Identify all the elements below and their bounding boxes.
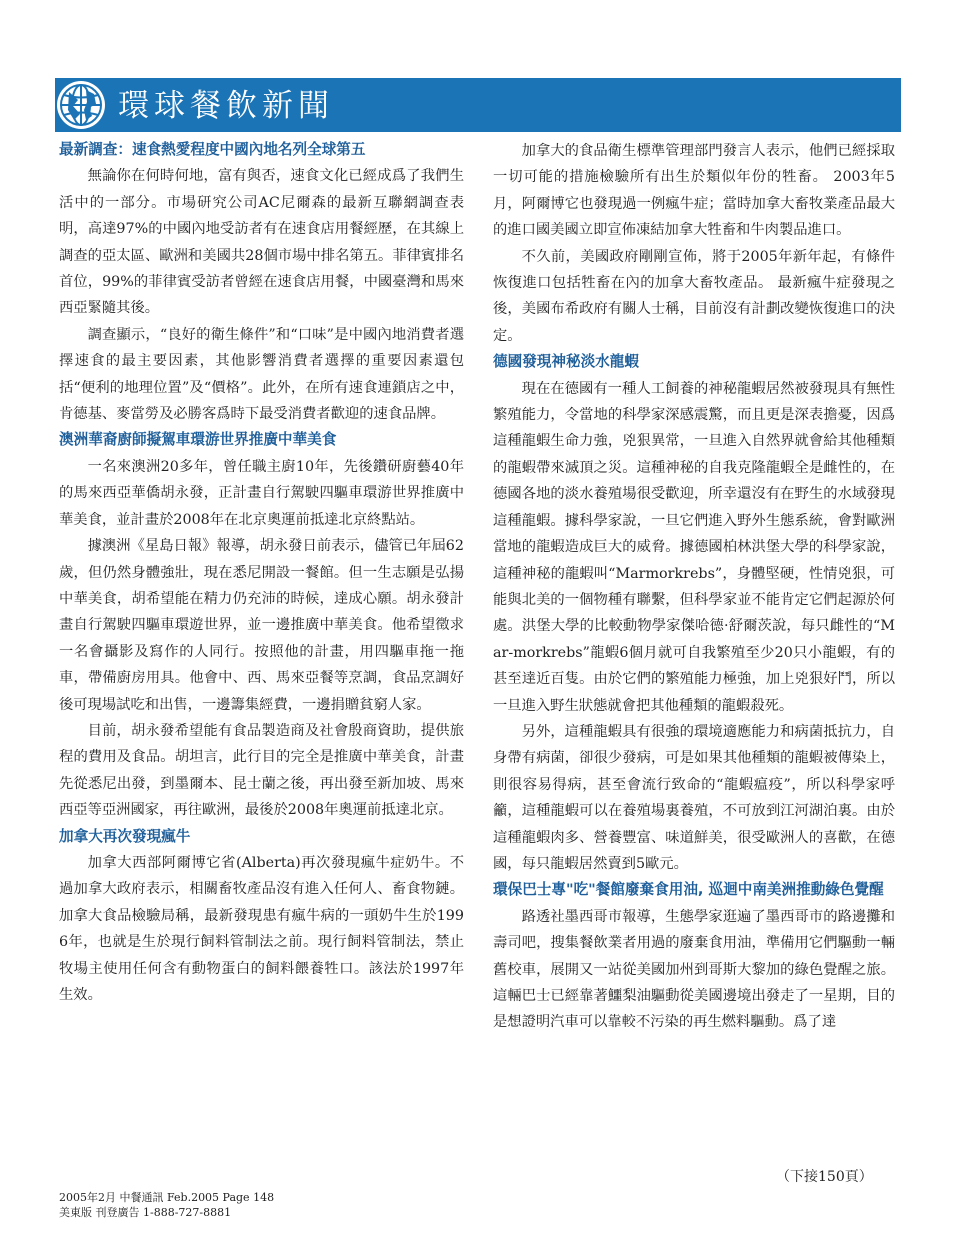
article-paragraph: 加拿大西部阿爾博它省(Alberta)再次發現瘋牛症奶牛。不過加拿大政府表示，相關畜牧產品沒有進入任何人、畜食物鏈。 加拿大食品檢驗局稱，最新發現患有瘋牛病的一頭奶牛生於1996年，也就是生於現行飼料管制法之前。現行飼料管制法，禁止牧場主使用任何含有動物蛋白的飼料餵養牲口。該法於1997年生效。 (59, 854, 464, 1003)
article-paragraph: 一名來澳洲20多年，曾任職主廚10年，先後鑽研廚藝40年的馬來西亞華僑胡永發，正計畫自行駕駛四驅車環游世界推廣中華美食，並計畫於2008年在北京奧運前抵達北京終點站。 (59, 458, 464, 528)
article-paragraph: 目前，胡永發希望能有食品製造商及社會殷商資助，提供旅程的費用及食品。胡坦言，此行目的完全是推廣中華美食，計畫先從悉尼出發，到墨爾本、昆士蘭之後，再出發至新加坡、馬來西亞等亞洲國家，再往歐洲，最後於2008年奧運前抵達北京。 (59, 722, 464, 819)
continued-note: （下接150頁） (776, 1169, 873, 1185)
page-footer (59, 1190, 274, 1220)
article-paragraph: 不久前，美國政府剛剛宣佈，將于2005年新年起，有條件恢復進口包括牲畜在內的加拿大畜牧產品。 最新瘋牛症發現之後，美國布希政府有關人士稱，目前沒有計劃改變恢復進口的決定。 (493, 248, 895, 344)
left-column (59, 137, 464, 1008)
article-paragraph: 無論你在何時何地，富有與否，速食文化已經成爲了我們生活中的一部分。市場研究公司AC尼爾森的最新互聯網調查表明，高達97%的中國內地受訪者有在速食店用餐經歷，在其線上調查的亞太區、歐洲和美國共28個市場中排名第五。菲律賓排名首位，99%的菲律賓受訪者曾經在速食店用餐，中國臺灣和馬來西亞緊隨其後。 (59, 168, 464, 317)
article-paragraph: 現在在德國有一種人工飼養的神秘龍蝦居然被發現具有無性繁殖能力，令當地的科學家深感震驚，而且更是深表擔憂，因爲這種龍蝦生命力強，兇狠異常，一旦進入自然界就會給其他種類的龍蝦帶來滅頂之災。這種神秘的自我克隆龍蝦全是雌性的，在德國各地的淡水養殖場很受歡迎，所幸還沒有在野生的水域發現這種龍蝦。據科學家說，一旦它們進入野外生態系統，會對歐洲當地的龍蝦造成巨大的威脅。據德國柏林洪堡大學的科學家說，這種神秘的龍蝦叫“Marmorkrebs”，身體堅硬，性情兇狠，可能與北美的一個物種有聯繫，但科學家並不能肯定它們起源於何處。洪堡大學的比較動物學家傑哈德·舒爾茨說，每只雌性的“Mar-morkrebs”龍蝦6個月就可自我繁殖至少20只小龍蝦，有的甚至達近百隻。由於它們的繁殖能力極強，加上兇狠好鬥，所以一旦進入野生狀態就會把其他種類的龍蝦殺死。 (493, 380, 895, 714)
article-title-chef-world-tour: 澳洲華裔廚師擬駕車環游世界推廣中華美食 (59, 431, 337, 449)
article-paragraph: 路透社墨西哥市報導，生態學家逛遍了墨西哥市的路邊攤和壽司吧，搜集餐飲業者用過的廢棄食用油，準備用它們驅動一輛舊校車，展開又一站從美國加州到哥斯大黎加的綠色覺醒之旅。這輛巴士已經靠著鱷梨油驅動從美國邊境出發走了一星期，目的是想證明汽車可以靠較不污染的再生燃料驅動。爲了達 (493, 908, 895, 1031)
footer-issue-line: 2005年2月 中餐通訊 Feb.2005 Page 148 (59, 1191, 275, 1204)
globe-icon (56, 80, 106, 130)
footer-advert-line: 美東版 刊登廣告 1-888-727-8881 (59, 1206, 232, 1219)
section-title: 環球餐飲新聞 (118, 88, 334, 124)
article-title-german-crayfish: 德國發現神秘淡水龍蝦 (493, 353, 639, 371)
article-title-mad-cow-canada: 加拿大再次發現瘋牛 (59, 827, 191, 845)
article-paragraph: 調查顯示，“良好的衛生條件”和“口味”是中國內地消費者選擇速食的最主要因素，其他影響消費者選擇的重要因素還包括“便利的地理位置”及“價格”。此外，在所有速食連鎖店之中，肯德基、麥當勞及必勝客爲時下最受消費者歡迎的速食品牌。 (59, 326, 464, 423)
article-title-eco-bus: 環保巴士專"吃"餐館廢棄食用油, 巡迴中南美洲推動綠色覺醒 (493, 881, 884, 899)
article-paragraph: 另外，這種龍蝦具有很強的環境適應能力和病菌抵抗力，自身帶有病菌，卻很少發病，可是如果其他種類的龍蝦被傳染上，則很容易得病，甚至會流行致命的“龍蝦瘟疫”，所以科學家呼籲，這種龍蝦可以在養殖場裏養殖，不可放到江河湖泊裏。由於這種龍蝦肉多、營養豐富、味道鮮美，很受歐洲人的喜歡，在德國，每只龍蝦居然賣到5歐元。 (493, 723, 895, 872)
article-paragraph: 據澳洲《星島日報》報導，胡永發日前表示，儘管已年屆62歲，但仍然身體強壯，現在悉尼開設一餐館。但一生志願是弘揚中華美食，胡希望能在精力仍充沛的時候，達成心願。胡永發計畫自行駕駛四驅車環遊世界，並一邊推廣中華美食。他希望徵求一名會攝影及寫作的人同行。按照他的計畫，用四驅車拖一拖車，帶備廚房用具。他會中、西、馬來亞餐等烹調，食品烹調好後可現場試吃和出售，一邊籌集經費，一邊捐贈貧窮人家。 (59, 538, 464, 713)
article-paragraph: 加拿大的食品衛生標準管理部門發言人表示，他們已經採取一切可能的措施檢驗所有出生於類似年份的牲畜。 2003年5月，阿爾博它也發現過一例瘋牛症；當時加拿大畜牧業產品最大的進口國美國立即宣佈凍結加拿大牲畜和牛肉製品進口。 (493, 143, 895, 239)
article-title-fast-food-survey: 最新調查：速食熱愛程度中國內地名列全球第五 (59, 141, 366, 158)
right-column (493, 138, 895, 1036)
